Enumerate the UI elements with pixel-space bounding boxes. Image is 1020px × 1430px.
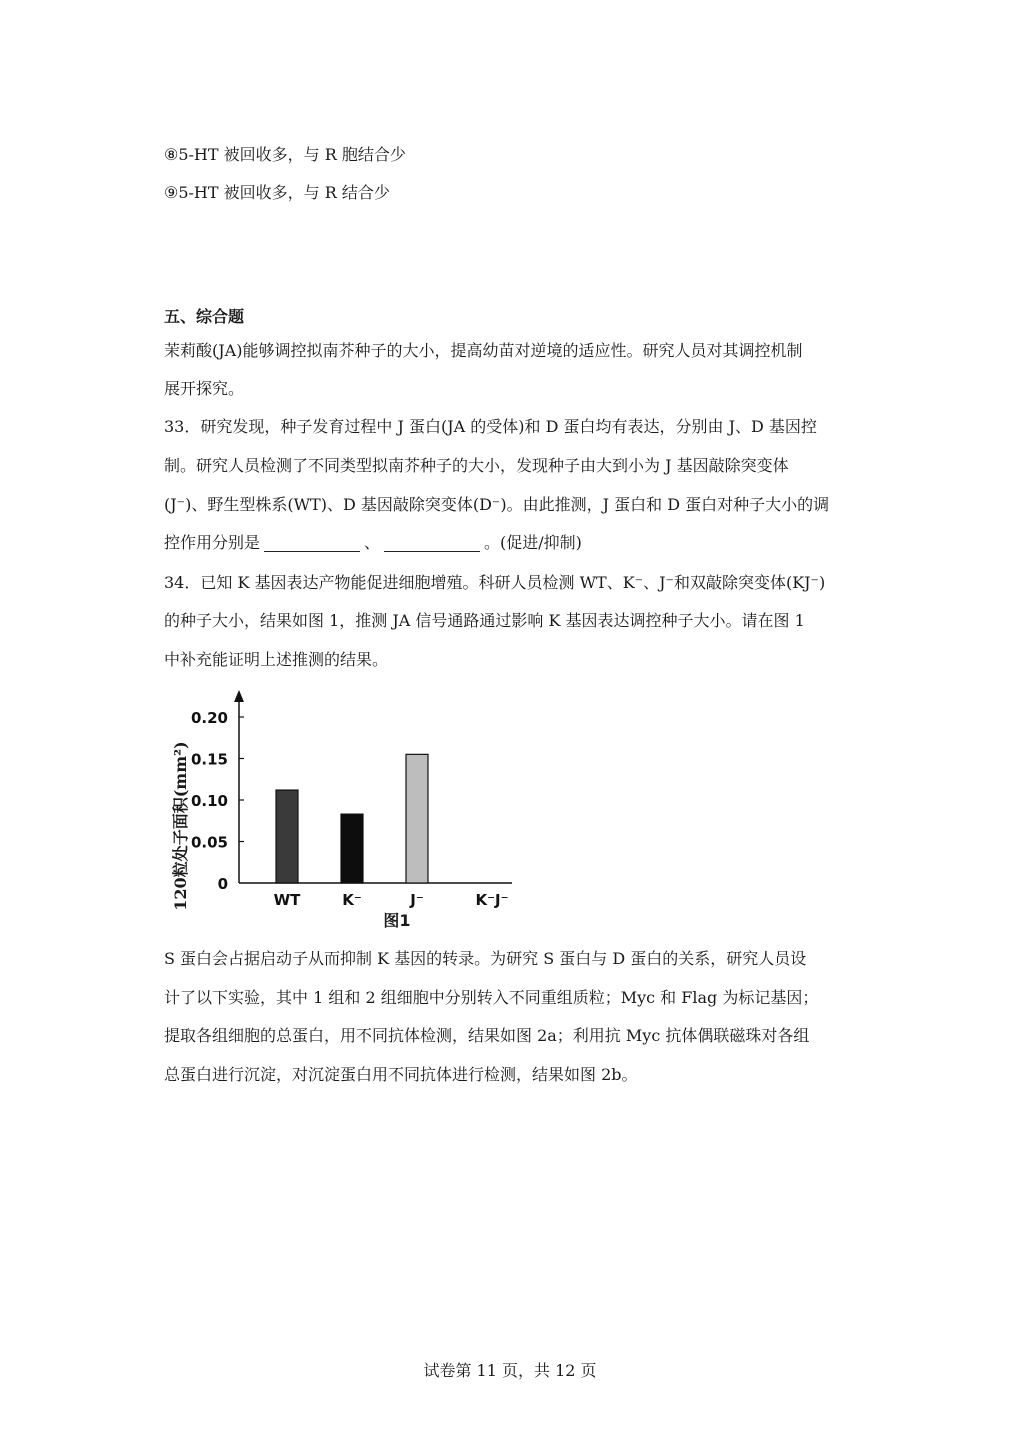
q33-line-4-pre: 控作用分别是 bbox=[164, 533, 261, 552]
answer-blank-2[interactable] bbox=[384, 533, 480, 552]
q33-line-1: 33．研究发现，种子发育过程中 J 蛋白(JA 的受体)和 D 蛋白均有表达，分别由 J、D 基因控 bbox=[164, 417, 817, 436]
x-tick-label-2: J⁻ bbox=[410, 891, 424, 909]
para2-line-2: 计了以下实验，其中 1 组和 2 组细胞中分别转入不同重组质粒；Myc 和 Flag 为标记基因； bbox=[164, 988, 819, 1007]
page-footer: 试卷第 11 页，共 12 页 bbox=[423, 1361, 597, 1380]
x-tick-label-0: WT bbox=[273, 891, 301, 909]
bar-0 bbox=[276, 790, 298, 883]
option-9: ⑨5-HT 被回收多，与 R 结合少 bbox=[164, 183, 390, 202]
option-8: ⑧5-HT 被回收多，与 R 胞结合少 bbox=[164, 145, 406, 164]
y-tick-label-2: 0.10 bbox=[190, 792, 228, 810]
section-title: 五、综合题 bbox=[164, 307, 245, 326]
figure-caption: 图1 bbox=[383, 911, 411, 930]
y-tick-label-0: 0 bbox=[217, 875, 228, 893]
intro-line-2: 展开探究。 bbox=[164, 379, 245, 398]
q34-line-1: 34．已知 K 基因表达产物能促进细胞增殖。科研人员检测 WT、K⁻、J⁻和双敲除突变体(KJ⁻) bbox=[164, 573, 826, 592]
x-tick-label-3: K⁻J⁻ bbox=[475, 891, 509, 909]
bar-2 bbox=[406, 754, 428, 883]
para2-line-1: S 蛋白会占据启动子从而抑制 K 基因的转录。为研究 S 蛋白与 D 蛋白的关系，研究人员设 bbox=[164, 949, 807, 968]
y-tick-label-3: 0.15 bbox=[190, 750, 228, 769]
x-tick-label-1: K⁻ bbox=[342, 891, 362, 909]
bar-1 bbox=[341, 814, 363, 883]
para2-line-3: 提取各组细胞的总蛋白，用不同抗体检测，结果如图 2a；利用抗 Myc 抗体偶联磁珠对各组 bbox=[164, 1026, 810, 1045]
q34-line-2: 的种子大小，结果如图 1，推测 JA 信号通路通过影响 K 基因表达调控种子大小。请在图 1 bbox=[164, 611, 805, 630]
q33-line-2: 制。研究人员检测了不同类型拟南芥种子的大小，发现种子由大到小为 J 基因敲除突变体 bbox=[164, 456, 789, 475]
q33-line-3: (J⁻)、野生型株系(WT)、D 基因敲除突变体(D⁻)。由此推测，J 蛋白和 D 蛋白对种子大小的调 bbox=[164, 495, 830, 514]
y-tick-label-4: 0.20 bbox=[190, 709, 228, 727]
q34-line-3: 中补充能证明上述推测的结果。 bbox=[164, 650, 389, 669]
y-axis-label: 120粒处子面积(mm²) bbox=[171, 741, 190, 911]
q33-line-4 bbox=[164, 524, 864, 563]
q33-line-4-post: 。(促进/抑制) bbox=[484, 533, 582, 552]
y-tick-label-1: 0.05 bbox=[190, 833, 228, 852]
intro-line-1: 茉莉酸(JA)能够调控拟南芥种子的大小，提高幼苗对逆境的适应性。研究人员对其调控机制 bbox=[164, 341, 803, 360]
y-axis-arrow bbox=[234, 690, 244, 702]
answer-blank-1[interactable] bbox=[264, 533, 360, 552]
q33-sep: 、 bbox=[364, 533, 381, 552]
figure-1-bar-chart bbox=[160, 686, 530, 946]
para2-line-4: 总蛋白进行沉淀，对沉淀蛋白用不同抗体进行检测，结果如图 2b。 bbox=[164, 1065, 638, 1084]
